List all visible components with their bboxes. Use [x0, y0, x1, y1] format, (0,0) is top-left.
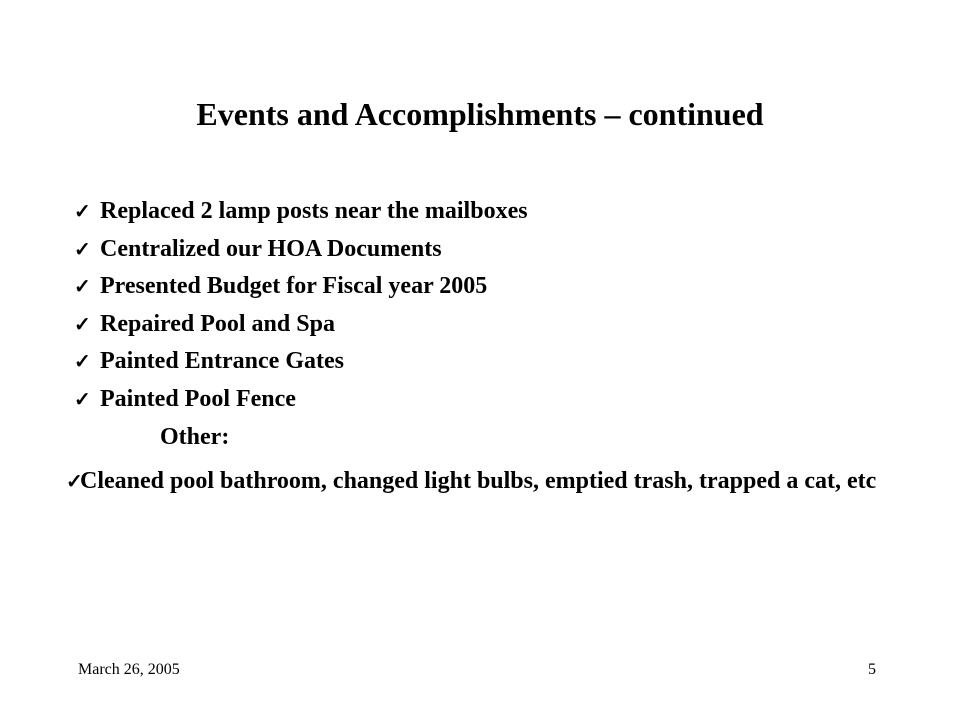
checkmark-icon: ✓	[74, 351, 91, 374]
list-item-text: Presented Budget for Fiscal year 2005	[100, 273, 488, 300]
list-item-text: Painted Pool Fence	[100, 385, 296, 412]
checkmark-icon: ✓	[74, 388, 91, 411]
other-item-text: Cleaned pool bathroom, changed light bulbs, emptied trash, trapped a cat, etc	[80, 468, 877, 494]
list-item	[74, 193, 914, 231]
list-item	[74, 231, 914, 269]
list-item-text: Replaced 2 lamp posts near the mailboxes	[100, 198, 528, 224]
footer-date: March 26, 2005	[78, 661, 180, 678]
list-item-text: Repaired Pool and Spa	[100, 310, 335, 337]
checkmark-icon: ✓	[74, 201, 91, 223]
checkmark-icon: ✓	[74, 238, 91, 261]
page-number: 5	[868, 661, 876, 678]
list-item	[74, 306, 914, 344]
accomplishments-list	[74, 193, 914, 456]
checkmark-icon: ✓	[74, 276, 91, 299]
list-item-text: Centralized our HOA Documents	[100, 235, 442, 262]
list-item	[74, 381, 914, 419]
checkmark-icon: ✓	[74, 313, 91, 336]
list-item-text: Painted Entrance Gates	[100, 348, 344, 375]
other-label: Other:	[160, 423, 230, 450]
list-item	[74, 268, 914, 306]
slide-title: Events and Accomplishments – continued	[196, 96, 764, 132]
checkmark-icon: ✓	[66, 471, 83, 493]
other-item	[66, 462, 926, 501]
list-item	[74, 343, 914, 381]
